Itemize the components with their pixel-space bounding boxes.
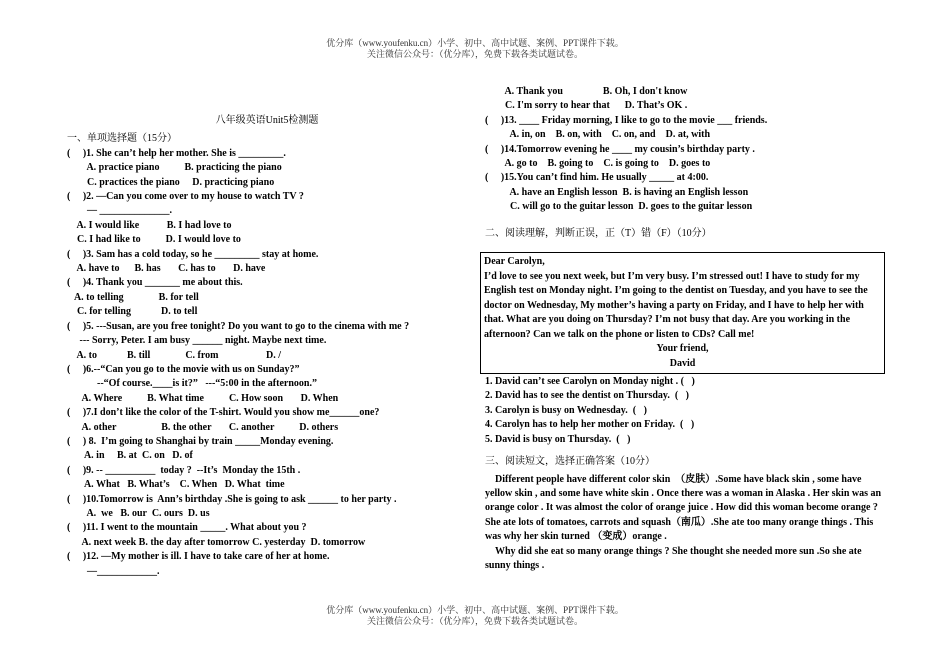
question-line: A. go to B. going to C. is going to D. goes to bbox=[485, 158, 711, 170]
question-line: ( )15.You can’t find him. He usually _____ at 4:00. bbox=[485, 172, 709, 184]
question-line: A. to B. till C. from D. / bbox=[67, 349, 281, 361]
right-question-list bbox=[485, 85, 885, 215]
passage-paragraph: Different people have different color skin （皮肤）.Some have black skin , some have yellow skin , and some have white skin . Once there was a woman in Alaska . Her skin was an orange color . It was almost the color of orange juice . How did this woman become orange ? She ate lots of tomatoes, carrots and squash（南瓜）.She ate too many orange things . This was why her skin turned （变成）orange . bbox=[485, 473, 884, 543]
left-question-list bbox=[67, 132, 467, 579]
right-column bbox=[485, 85, 885, 573]
question-line: 一、单项选择题（15分） bbox=[67, 133, 177, 145]
tf-question: 3. Carolyn is busy on Wednesday. ( ) bbox=[485, 404, 647, 416]
question-line: ( )4. Thank you _______ me about this. bbox=[67, 277, 243, 289]
question-line: ( )13. ____ Friday morning, I like to go to the movie ___ friends. bbox=[485, 114, 768, 126]
question-line: A. have an English lesson B. is having an English lesson bbox=[485, 186, 749, 198]
passage-paragraph: Why did she eat so many orange things ? She thought she needed more sun .So she ate sunny things . bbox=[485, 545, 865, 571]
question-line: A. other B. the other C. another D. others bbox=[67, 421, 339, 433]
letter-greeting: Dear Carolyn, bbox=[484, 256, 545, 268]
letter-box bbox=[480, 252, 885, 374]
question-line: C. I had like to D. I would love to bbox=[67, 234, 241, 246]
footer-line-1: 优分库（www.youfenku.cn）小学、初中、高中试题、案例、PPT课件下载。 bbox=[326, 605, 624, 615]
exam-title: 八年级英语Unit5检测题 bbox=[215, 115, 319, 126]
question-line: A. have to B. has C. has to D. have bbox=[67, 263, 266, 275]
question-line: ( )2. —Can you come over to my house to watch TV ? bbox=[67, 191, 304, 203]
tf-question: 1. David can’t see Carolyn on Monday night . ( ) bbox=[485, 376, 695, 388]
question-line: A. Thank you B. Oh, I don't know bbox=[485, 86, 688, 97]
footer-line-2: 关注微信公众号：（优分库），免费下载各类试题试卷。 bbox=[366, 616, 583, 626]
left-column bbox=[67, 114, 467, 579]
question-line: ( )7.I don’t like the color of the T-shirt. Would you show me______one? bbox=[67, 407, 380, 419]
reading-passage bbox=[485, 473, 885, 574]
letter-body: I’d love to see you next week, but I’m very busy. I’m stressed out! I have to study for my English test on Monday night. I’m going to the dentist on Tuesday, and you have to see the doctor on Wednesday, My mother’s having a party on Friday, and I have to help her with that. What are you doing on Thursday? I’m not busy that day. Are you working in the afternoon? Can we talk on the phone or listen to CDs? Call me! bbox=[484, 270, 868, 340]
question-line: C. I'm sorry to hear that D. That’s OK . bbox=[485, 100, 688, 112]
question-line: ( )14.Tomorrow evening he ____ my cousin’s birthday party . bbox=[485, 143, 755, 155]
question-line: A. practice piano B. practicing the piano bbox=[67, 162, 282, 174]
header-line-1: 优分库（www.youfenku.cn）小学、初中、高中试题、案例、PPT课件下载。 bbox=[326, 38, 624, 48]
question-line: --- Sorry, Peter. I am busy ______ night. Maybe next time. bbox=[67, 335, 327, 347]
question-line: A. in B. at C. on D. of bbox=[67, 450, 193, 462]
question-line: A. What B. What’s C. When D. What time bbox=[67, 479, 285, 491]
question-line: ( )10.Tomorrow is Ann’s birthday .She is going to ask ______ to her party . bbox=[67, 493, 397, 505]
tf-question: 5. David is busy on Thursday. ( ) bbox=[485, 433, 631, 445]
true-false-list bbox=[485, 375, 885, 447]
question-line: C. practices the piano D. practicing piano bbox=[67, 176, 275, 188]
question-line: A. I would like B. I had love to bbox=[67, 219, 232, 231]
question-line: A. to telling B. for tell bbox=[67, 291, 199, 303]
question-line: C. will go to the guitar lesson D. goes to the guitar lesson bbox=[485, 201, 753, 213]
question-line: ( )3. Sam has a cold today, so he _________ stay at home. bbox=[67, 248, 319, 260]
question-line: A. Where B. What time C. How soon D. When bbox=[67, 392, 339, 404]
question-line: A. we B. our C. ours D. us bbox=[67, 507, 210, 519]
section3-title: 三、阅读短文，选择正确答案（10分） bbox=[485, 456, 655, 468]
question-line: A. in, on B. on, with C. on, and D. at, with bbox=[485, 129, 711, 141]
question-line: A. next week B. the day after tomorrow C. yesterday D. tomorrow bbox=[67, 536, 366, 548]
section2-title: 二、阅读理解，判断正误，正（T）错（F）（10分） bbox=[485, 227, 712, 239]
letter-closing: Your friend, bbox=[656, 343, 709, 355]
letter-signature: David bbox=[669, 357, 696, 369]
question-line: --“Of course.____is it?” ---“5:00 in the afternoon.” bbox=[67, 378, 317, 390]
tf-question: 4. Carolyn has to help her mother on Friday. ( ) bbox=[485, 419, 695, 431]
question-line: ( ) 8. I’m going to Shanghai by train _____Monday evening. bbox=[67, 435, 334, 447]
question-line: ( )12. —My mother is ill. I have to take care of her at home. bbox=[67, 551, 330, 563]
question-line: ( )11. I went to the mountain _____. What about you ? bbox=[67, 522, 307, 534]
tf-question: 2. David has to see the dentist on Thursday. ( ) bbox=[485, 390, 690, 402]
question-line: ( )5. ---Susan, are you free tonight? Do you want to go to the cinema with me ? bbox=[67, 320, 410, 332]
question-line: ( )6.--“Can you go to the movie with us on Sunday?” bbox=[67, 363, 300, 375]
question-line: — ______________. bbox=[67, 205, 172, 217]
header-line-2: 关注微信公众号：（优分库），免费下载各类试题试卷。 bbox=[366, 49, 583, 59]
question-line: C. for telling D. to tell bbox=[67, 306, 198, 318]
question-line: ( )1. She can’t help her mother. She is _________. bbox=[67, 147, 286, 159]
question-line: ( )9. -- __________ today ? --It’s Monday the 15th . bbox=[67, 464, 301, 476]
question-line: —____________. bbox=[67, 565, 160, 577]
